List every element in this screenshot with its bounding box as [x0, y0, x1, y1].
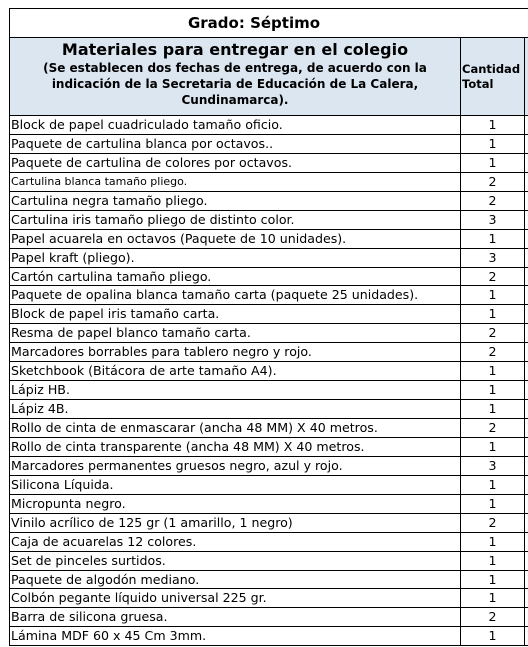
table-row: [10, 400, 528, 419]
item-name: Caja de acuarelas 12 colores.: [10, 533, 461, 551]
table-row: [10, 589, 528, 608]
item-name: Papel acuarela en octavos (Paquete de 10 unidades).: [10, 230, 461, 248]
quantity-header-cell: [461, 38, 525, 115]
item-quantity: 1: [461, 476, 525, 494]
table-row: [10, 268, 528, 287]
item-name: Marcadores permanentes gruesos negro, azul y rojo.: [10, 457, 461, 475]
table-row: [10, 286, 528, 305]
grade-label: Grado: Séptimo: [187, 14, 321, 32]
table-row: [10, 608, 528, 627]
item-name: Resma de papel blanco tamaño carta.: [10, 324, 461, 342]
item-quantity: 3: [461, 249, 525, 267]
item-name: Block de papel cuadriculado tamaño oficio.: [10, 116, 461, 134]
item-quantity: 1: [461, 135, 525, 153]
item-name: Paquete de algodón mediano.: [10, 571, 461, 589]
item-quantity: 1: [461, 230, 525, 248]
table-row: [10, 343, 528, 362]
item-quantity: 1: [461, 362, 525, 380]
table-row: [10, 571, 528, 590]
item-quantity: 1: [461, 495, 525, 513]
item-name: Silicona Líquida.: [10, 476, 461, 494]
item-name: Colbón pegante líquido universal 225 gr.: [10, 589, 461, 607]
table-row: [10, 495, 528, 514]
table-row: [10, 249, 528, 268]
materials-title: Materiales para entregar en el colegio: [61, 40, 409, 59]
table-body: [9, 116, 528, 646]
item-name: Barra de silicona gruesa.: [10, 608, 461, 626]
item-name: Rollo de cinta de enmascarar (ancha 48 MM) X 40 metros.: [10, 419, 461, 437]
item-name: Cartulina negra tamaño pliego.: [10, 192, 461, 210]
table-row: [10, 457, 528, 476]
item-name: Set de pinceles surtidos.: [10, 552, 461, 570]
table-row: [10, 476, 528, 495]
item-name: Block de papel iris tamaño carta.: [10, 305, 461, 323]
table-row: [10, 514, 528, 533]
item-quantity: 1: [461, 571, 525, 589]
item-name: Papel kraft (pliego).: [10, 249, 461, 267]
item-name: Paquete de opalina blanca tamaño carta (paquete 25 unidades).: [10, 286, 461, 304]
item-quantity: 2: [461, 343, 525, 361]
grade-header: [9, 8, 528, 38]
item-quantity: 1: [461, 286, 525, 304]
item-name: Sketchbook (Bitácora de arte tamaño A4).: [10, 362, 461, 380]
item-name: Lápiz 4B.: [10, 400, 461, 418]
table-header: [9, 38, 528, 116]
item-name: Paquete de cartulina de colores por octavos.: [10, 154, 461, 172]
item-name: Cartón cartulina tamaño pliego.: [10, 268, 461, 286]
item-quantity: 1: [461, 400, 525, 418]
quantity-header-line1: Cantidad: [462, 61, 521, 76]
item-quantity: 2: [461, 268, 525, 286]
item-name: Lámina MDF 60 x 45 Cm 3mm.: [10, 627, 461, 645]
item-quantity: 1: [461, 305, 525, 323]
table-row: [10, 419, 528, 438]
table-row: [10, 305, 528, 324]
item-quantity: 2: [461, 192, 525, 210]
materials-header-cell: [10, 38, 461, 115]
table-row: [10, 362, 528, 381]
item-name: Cartulina iris tamaño pliego de distinto color.: [10, 211, 461, 229]
materials-subtitle: (Se establecen dos fechas de entrega, de acuerdo con la indicación de la Secretaria de Educación de La Calera, Cundinamarca).: [43, 61, 427, 107]
table-row: [10, 154, 528, 173]
table-row: [10, 211, 528, 230]
item-quantity: 2: [461, 324, 525, 342]
item-name: Cartulina blanca tamaño pliego.: [10, 173, 461, 191]
item-quantity: 2: [461, 608, 525, 626]
item-quantity: 1: [461, 381, 525, 399]
item-quantity: 3: [461, 211, 525, 229]
item-quantity: 3: [461, 457, 525, 475]
item-quantity: 2: [461, 419, 525, 437]
item-quantity: 1: [461, 116, 525, 134]
item-quantity: 1: [461, 438, 525, 456]
table-row: [10, 192, 528, 211]
item-quantity: 1: [461, 627, 525, 645]
table-row: [10, 116, 528, 135]
table-row: [10, 552, 528, 571]
quantity-header-line2: Total: [462, 76, 494, 91]
item-quantity: 1: [461, 552, 525, 570]
table-row: [10, 135, 528, 154]
item-name: Vinilo acrílico de 125 gr (1 amarillo, 1 negro): [10, 514, 461, 532]
item-name: Paquete de cartulina blanca por octavos..: [10, 135, 461, 153]
table-row: [10, 173, 528, 192]
table-row: [10, 381, 528, 400]
table-row: [10, 627, 528, 646]
table-row: [10, 533, 528, 552]
item-quantity: 2: [461, 514, 525, 532]
table-row: [10, 324, 528, 343]
table-row: [10, 438, 528, 457]
item-name: Marcadores borrables para tablero negro y rojo.: [10, 343, 461, 361]
item-name: Micropunta negro.: [10, 495, 461, 513]
item-name: Rollo de cinta transparente (ancha 48 MM) X 40 metros.: [10, 438, 461, 456]
item-quantity: 1: [461, 589, 525, 607]
materials-table: [9, 8, 528, 646]
item-quantity: 2: [461, 173, 525, 191]
table-row: [10, 230, 528, 249]
item-quantity: 1: [461, 154, 525, 172]
item-name: Lápiz HB.: [10, 381, 461, 399]
item-quantity: 1: [461, 533, 525, 551]
